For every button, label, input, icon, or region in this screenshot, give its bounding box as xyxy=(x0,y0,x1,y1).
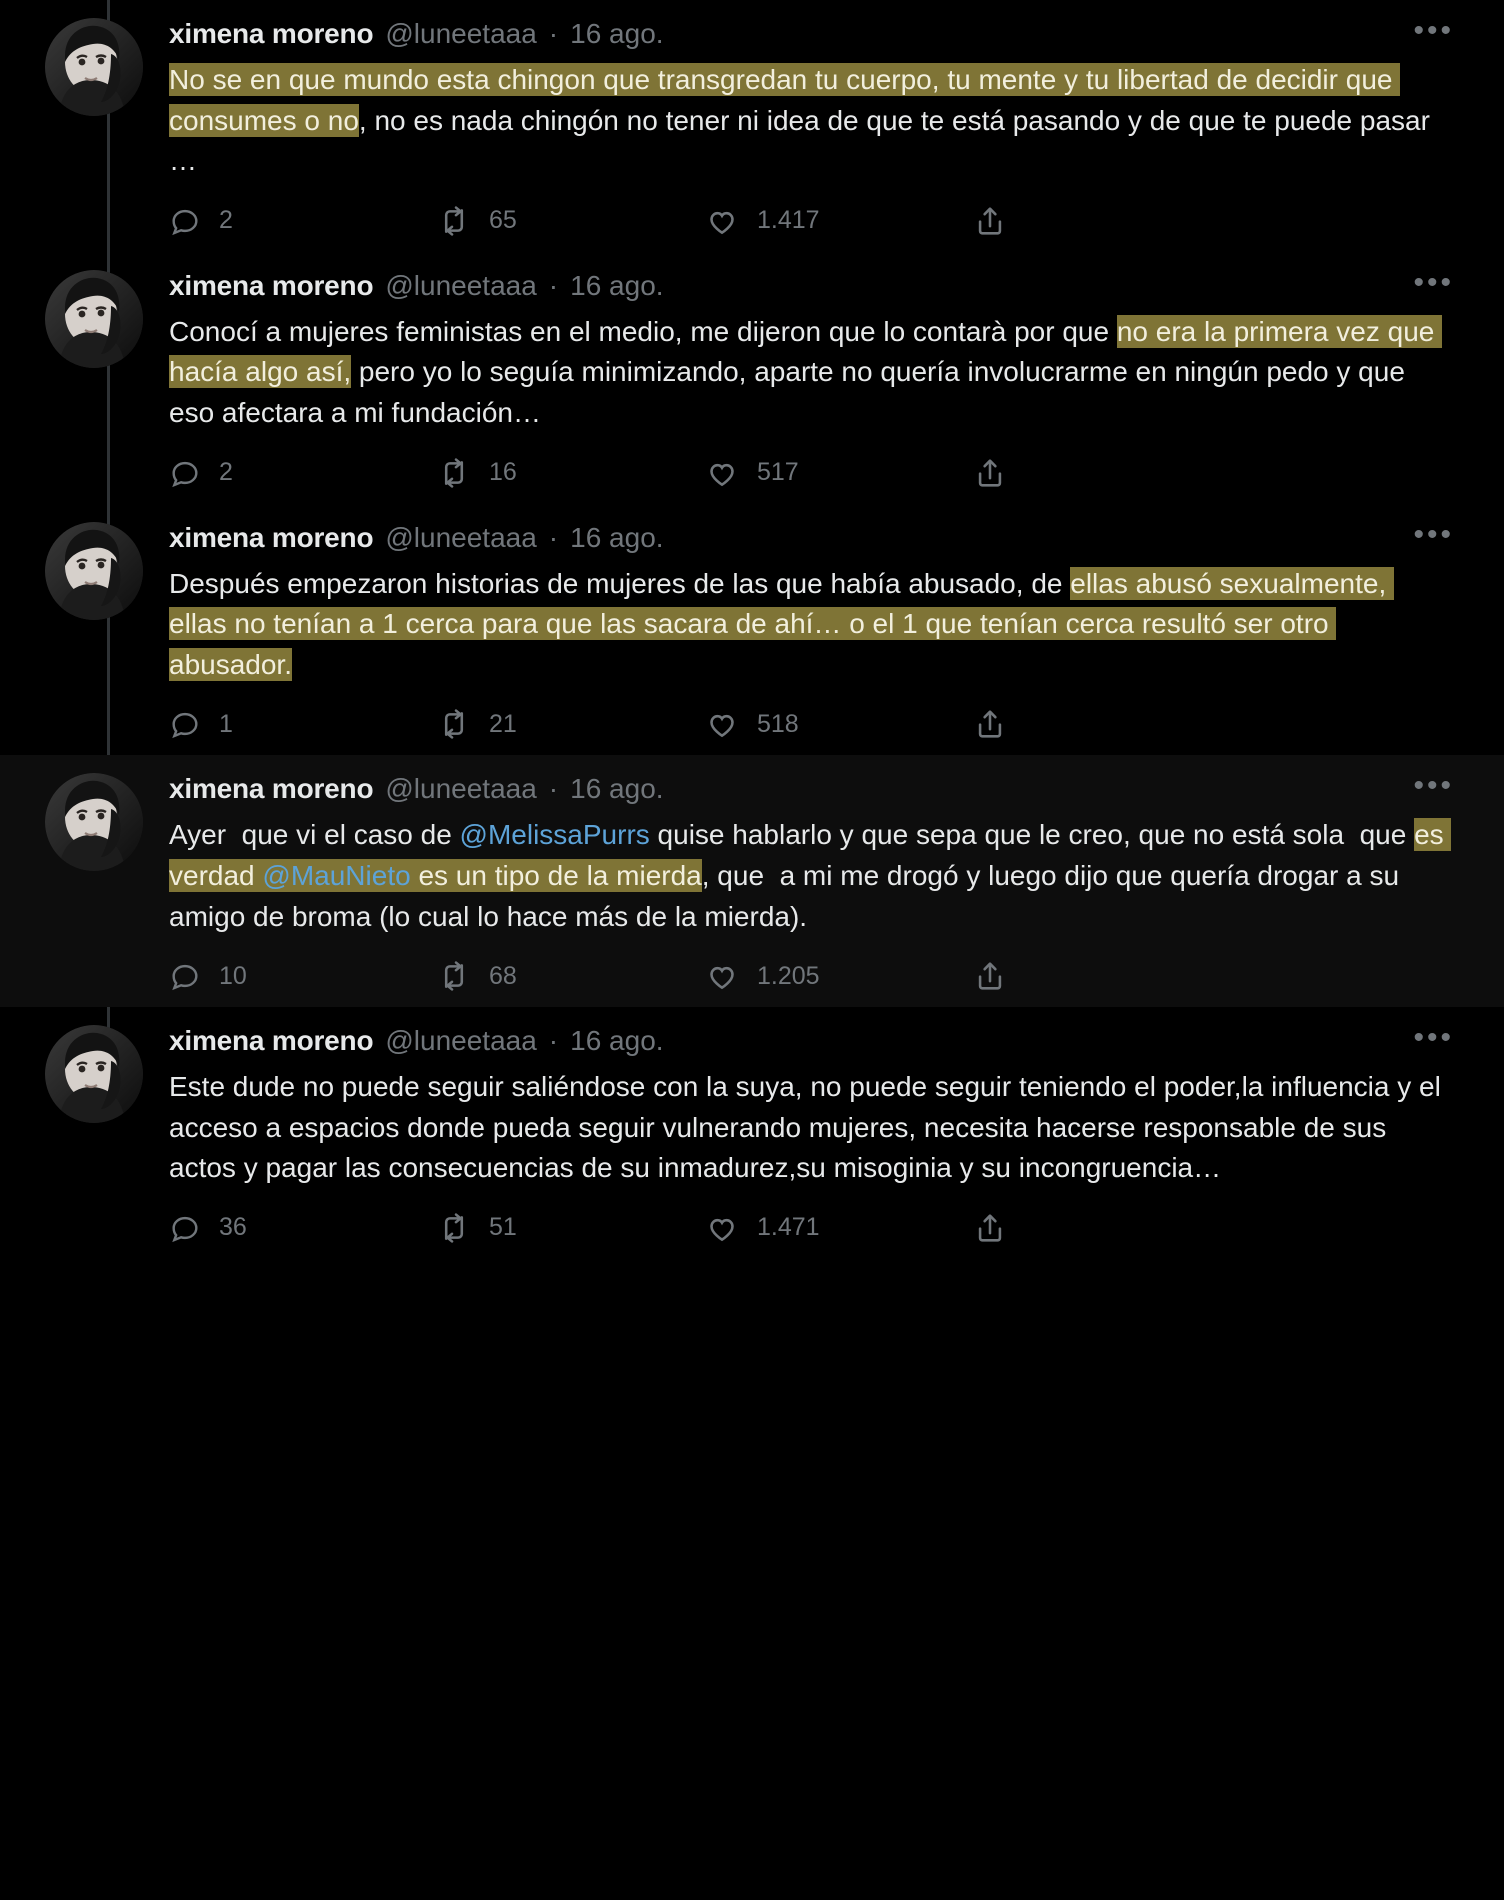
share-button[interactable] xyxy=(973,456,1007,490)
more-options-icon[interactable]: ••• xyxy=(1413,1021,1454,1055)
like-heart-icon xyxy=(705,1211,739,1245)
retweet-button[interactable] xyxy=(437,707,705,741)
retweet-icon xyxy=(437,707,471,741)
like-count: 1.205 xyxy=(757,961,820,990)
reply-button[interactable] xyxy=(169,205,437,237)
highlighted-text: es verdad xyxy=(169,819,1452,891)
avatar-column xyxy=(45,773,153,1001)
more-options-icon[interactable]: ••• xyxy=(1413,769,1454,803)
author-display-name[interactable]: ximena moreno xyxy=(169,773,374,805)
tweet-actions xyxy=(169,959,1209,993)
separator-dot: · xyxy=(548,521,559,553)
retweet-count: 68 xyxy=(489,961,517,990)
highlighted-text xyxy=(262,859,410,892)
tweet-actions xyxy=(169,204,1209,238)
reply-button[interactable] xyxy=(169,708,437,740)
tweet-text-segment: , no es nada chingón no tener ni idea de que te está pasando y de que te puede pasar … xyxy=(169,104,1438,177)
mention-link[interactable]: @MauNieto xyxy=(262,859,411,891)
like-button[interactable] xyxy=(705,456,973,490)
author-display-name[interactable]: ximena moreno xyxy=(169,269,374,301)
retweet-icon xyxy=(437,204,471,238)
reply-icon xyxy=(169,457,201,489)
reply-count: 2 xyxy=(219,458,233,487)
tweet-actions xyxy=(169,456,1209,490)
tweet[interactable] xyxy=(0,504,1504,756)
tweet[interactable] xyxy=(0,1007,1504,1259)
avatar-column xyxy=(45,18,153,246)
author-handle[interactable]: @luneetaaa xyxy=(385,18,537,49)
tweet-text-segment: Conocí a mujeres feministas en el medio, me dijeron que lo contarà por que xyxy=(169,315,1117,347)
like-count: 1.417 xyxy=(757,206,820,235)
retweet-button[interactable] xyxy=(437,959,705,993)
author-display-name[interactable]: ximena moreno xyxy=(169,1025,374,1057)
reply-icon xyxy=(169,960,201,992)
share-button[interactable] xyxy=(973,707,1007,741)
avatar[interactable] xyxy=(45,18,143,116)
avatar[interactable] xyxy=(45,270,143,368)
share-icon xyxy=(973,707,1007,741)
like-heart-icon xyxy=(705,456,739,490)
reply-count: 10 xyxy=(219,961,247,990)
tweet[interactable] xyxy=(0,252,1504,504)
tweet-body xyxy=(153,517,1454,750)
like-button[interactable] xyxy=(705,959,973,993)
avatar[interactable] xyxy=(45,1025,143,1123)
reply-icon xyxy=(169,1212,201,1244)
tweet-actions xyxy=(169,1211,1209,1245)
retweet-icon xyxy=(437,959,471,993)
tweet-body xyxy=(153,1021,1454,1253)
share-icon xyxy=(973,959,1007,993)
tweet-timestamp[interactable]: 16 ago. xyxy=(570,773,664,805)
retweet-button[interactable] xyxy=(437,1211,705,1245)
tweet[interactable] xyxy=(0,0,1504,252)
separator-dot: · xyxy=(548,773,559,805)
reply-button[interactable] xyxy=(169,1212,437,1244)
avatar-column xyxy=(45,270,153,498)
retweet-count: 65 xyxy=(489,206,517,235)
tweet-body xyxy=(153,14,1454,246)
like-button[interactable] xyxy=(705,204,973,238)
tweet-timestamp[interactable]: 16 ago. xyxy=(570,521,664,553)
reply-count: 2 xyxy=(219,206,233,235)
avatar-column xyxy=(45,522,153,750)
share-icon xyxy=(973,456,1007,490)
tweet-actions xyxy=(169,707,1209,741)
tweet-timestamp[interactable]: 16 ago. xyxy=(570,18,664,49)
like-heart-icon xyxy=(705,204,739,238)
tweet-text xyxy=(169,312,1444,434)
like-button[interactable] xyxy=(705,707,973,741)
retweet-icon xyxy=(437,1211,471,1245)
tweet-text xyxy=(169,564,1444,686)
separator-dot: · xyxy=(548,269,559,301)
tweet-header xyxy=(169,517,1454,560)
share-icon xyxy=(973,1211,1007,1245)
tweet-text-segment: pero yo lo seguía minimizando, aparte no quería involucrarme en ningún pedo y que eso afectara a mi fundación… xyxy=(169,356,1413,428)
retweet-count: 16 xyxy=(489,458,517,487)
tweet-text-segment: Ayer que vi el caso de xyxy=(169,819,460,851)
tweet[interactable] xyxy=(0,755,1504,1007)
like-heart-icon xyxy=(705,959,739,993)
highlighted-text: no era la primera vez que hacía algo así, xyxy=(169,315,1443,388)
author-display-name[interactable]: ximena moreno xyxy=(169,521,374,553)
highlighted-text: No se en que mundo esta chingon que transgredan tu cuerpo, tu mente y tu libertad de decidir que consumes o no xyxy=(169,64,1401,136)
like-count: 518 xyxy=(757,709,799,738)
reply-button[interactable] xyxy=(169,960,437,992)
tweet-text-segment: Este dude no puede seguir saliéndose con la suya, no puede seguir teniendo el poder,la influencia y el acceso a espacios donde pueda seguir vulnerando mujeres, necesita hacerse responsable de sus actos y pagar las consecuencias de su inmadurez,su misoginia y su incongruencia… xyxy=(169,1071,1449,1184)
tweet-header xyxy=(169,1021,1454,1063)
reply-button[interactable] xyxy=(169,457,437,489)
highlighted-text: es un tipo de la mierda xyxy=(410,859,702,891)
mention-link[interactable]: @MelissaPurrs xyxy=(459,819,650,851)
separator-dot: · xyxy=(548,18,559,49)
tweet-text xyxy=(169,1067,1449,1189)
tweet-text xyxy=(169,815,1452,937)
like-button[interactable] xyxy=(705,1211,973,1245)
author-handle[interactable]: @luneetaaa xyxy=(385,773,537,805)
retweet-icon xyxy=(437,456,471,490)
reply-count: 1 xyxy=(219,709,233,738)
highlighted-text: ellas abusó sexualmente, ellas no tenían a 1 cerca para que las sacara de ahí… o el 1 que tenían cerca resultó ser otro abusador. xyxy=(169,567,1395,680)
more-options-icon[interactable]: ••• xyxy=(1413,517,1454,551)
tweet-header xyxy=(169,769,1454,811)
reply-count: 36 xyxy=(219,1213,247,1242)
avatar-column xyxy=(45,1025,153,1253)
reply-icon xyxy=(169,205,201,237)
tweet-timestamp[interactable]: 16 ago. xyxy=(570,269,664,301)
tweet-timestamp[interactable]: 16 ago. xyxy=(570,1025,664,1057)
retweet-count: 21 xyxy=(489,709,517,738)
tweet-header xyxy=(169,265,1454,308)
author-handle[interactable]: @luneetaaa xyxy=(385,1025,537,1057)
like-heart-icon xyxy=(705,707,739,741)
tweet-text-segment: quise hablarlo y que sepa que le creo, que no está sola que xyxy=(649,819,1415,851)
tweet-body xyxy=(153,769,1454,1001)
tweet-header xyxy=(169,14,1454,56)
tweet-text xyxy=(169,60,1444,182)
like-count: 517 xyxy=(757,458,799,487)
retweet-button[interactable] xyxy=(437,456,705,490)
tweet-text-segment: , que a mi me drogó y luego dijo que quería drogar a su amigo de broma (lo cual lo hace más de la mierda). xyxy=(169,859,1407,932)
more-options-icon[interactable]: ••• xyxy=(1413,265,1454,299)
tweet-text-segment: Después empezaron historias de mujeres de las que había abusado, de xyxy=(169,567,1071,599)
share-button[interactable] xyxy=(973,1211,1007,1245)
avatar[interactable] xyxy=(45,522,143,620)
share-button[interactable] xyxy=(973,204,1007,238)
retweet-button[interactable] xyxy=(437,204,705,238)
author-display-name[interactable]: ximena moreno xyxy=(169,18,374,49)
reply-icon xyxy=(169,708,201,740)
more-options-icon[interactable]: ••• xyxy=(1413,14,1454,47)
share-icon xyxy=(973,204,1007,238)
like-count: 1.471 xyxy=(757,1213,820,1242)
separator-dot: · xyxy=(548,1025,559,1057)
share-button[interactable] xyxy=(973,959,1007,993)
retweet-count: 51 xyxy=(489,1213,517,1242)
avatar[interactable] xyxy=(45,773,143,871)
tweet-body xyxy=(153,265,1454,498)
author-handle[interactable]: @luneetaaa xyxy=(385,269,537,301)
author-handle[interactable]: @luneetaaa xyxy=(385,521,537,553)
